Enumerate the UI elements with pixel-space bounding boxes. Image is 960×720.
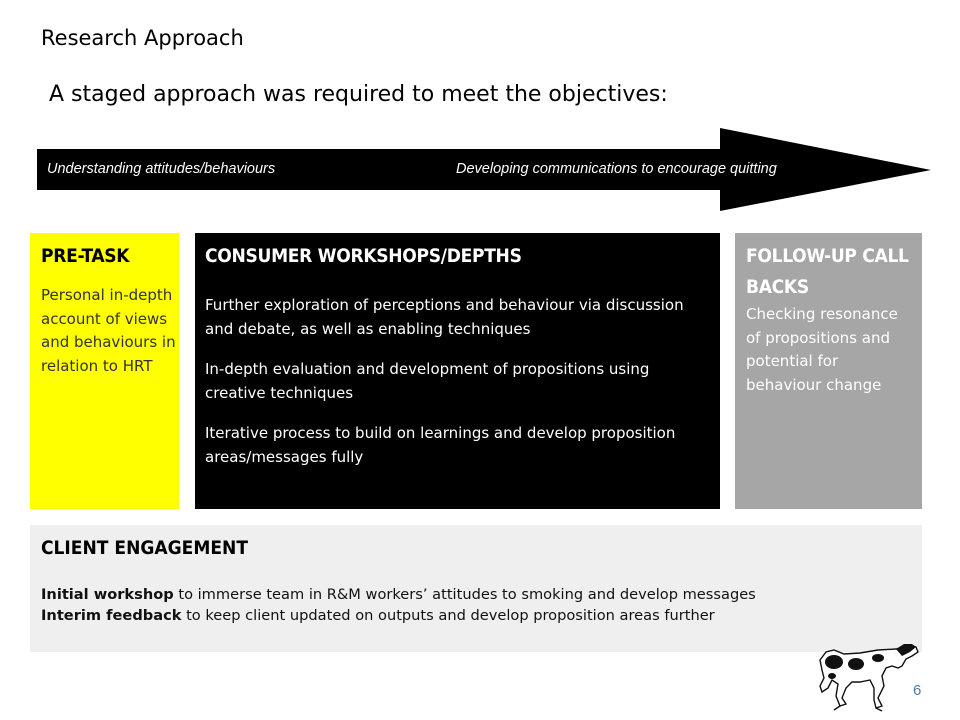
pretask-panel — [30, 233, 179, 509]
consumer-items-list — [205, 293, 710, 469]
consumer-workshops-panel — [195, 233, 720, 509]
client-line-text: to immerse team in R&M workers’ attitudes to smoking and develop messages — [173, 586, 756, 603]
client-line-text: to keep client updated on outputs and develop proposition areas further — [181, 607, 715, 624]
client-engagement-panel — [30, 525, 922, 652]
consumer-title: CONSUMER WORKSHOPS/DEPTHS — [205, 245, 522, 267]
page-number: 6 — [913, 682, 922, 699]
pointer-dog-icon — [812, 632, 922, 714]
pretask-body: Personal in-depth account of views and behaviours in relation to HRT — [41, 286, 176, 375]
followup-body: Checking resonance of propositions and potential for behaviour change — [746, 305, 898, 394]
followup-panel — [735, 233, 922, 509]
client-line — [41, 584, 912, 605]
consumer-item: Further exploration of perceptions and behaviour via discussion and debate, as well as enabling techniques — [205, 296, 684, 338]
pretask-title: PRE-TASK — [41, 245, 130, 267]
followup-title: FOLLOW-UP CALL BACKS — [746, 245, 909, 298]
arrow-label-developing: Developing communications to encourage quitting — [456, 161, 777, 177]
client-line — [41, 605, 912, 626]
client-line-bold: Interim feedback — [41, 607, 182, 624]
consumer-item: In-depth evaluation and development of propositions using creative techniques — [205, 360, 650, 402]
client-title: CLIENT ENGAGEMENT — [41, 537, 248, 559]
slide-subtitle: A staged approach was required to meet the objectives: — [49, 82, 668, 107]
client-lines — [41, 584, 912, 626]
arrow-label-understanding: Understanding attitudes/behaviours — [47, 161, 276, 177]
consumer-item: Iterative process to build on learnings and develop proposition areas/messages fully — [205, 424, 676, 466]
section-title: Research Approach — [41, 26, 244, 50]
client-line-bold: Initial workshop — [41, 586, 174, 603]
